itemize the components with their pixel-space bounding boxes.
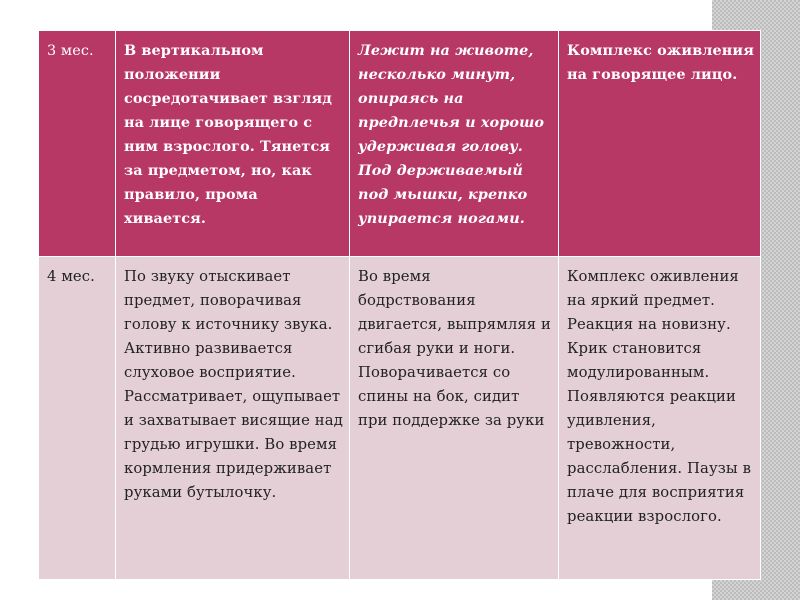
motor-cell: Во время бодрствования двигается, выпрямляя и сгибая руки и ноги. Поворачивается со спины на бок, сидит при поддержке за руки (350, 257, 559, 580)
vision-cell: По звуку отыскивает предмет, поворачивая голову к источнику звука. Активно развивается слуховое восприятие. Рассматривает, ощупывает и захватывает висящие над грудью игрушки. Во время кормления придерживает руками бутылочку. (116, 257, 350, 580)
motor-cell: Лежит на животе, несколько минут, опираясь на предплечья и хорошо удерживая голову. Под держиваемый под мышки, крепко упирается ногами. (350, 31, 559, 257)
emotion-cell: Комплекс оживления на яркий предмет. Реакция на новизну. Крик становится модулированным. Появляются реакции удивления, тревожности, расслабления. Паузы в плаче для восприятия реакции взрослого. (559, 257, 761, 580)
age-cell: 4 мес. (39, 257, 116, 580)
age-cell: 3 мес. (39, 31, 116, 257)
development-table (38, 30, 761, 580)
table-row-4-months (39, 257, 761, 580)
table-row-3-months (39, 31, 761, 257)
emotion-cell: Комплекс оживления на говорящее лицо. (559, 31, 761, 257)
vision-cell: В вертикальном положении сосредотачивает взгляд на лице говорящего с ним взрослого. Тянется за предметом, но, как правило, прома хивается. (116, 31, 350, 257)
